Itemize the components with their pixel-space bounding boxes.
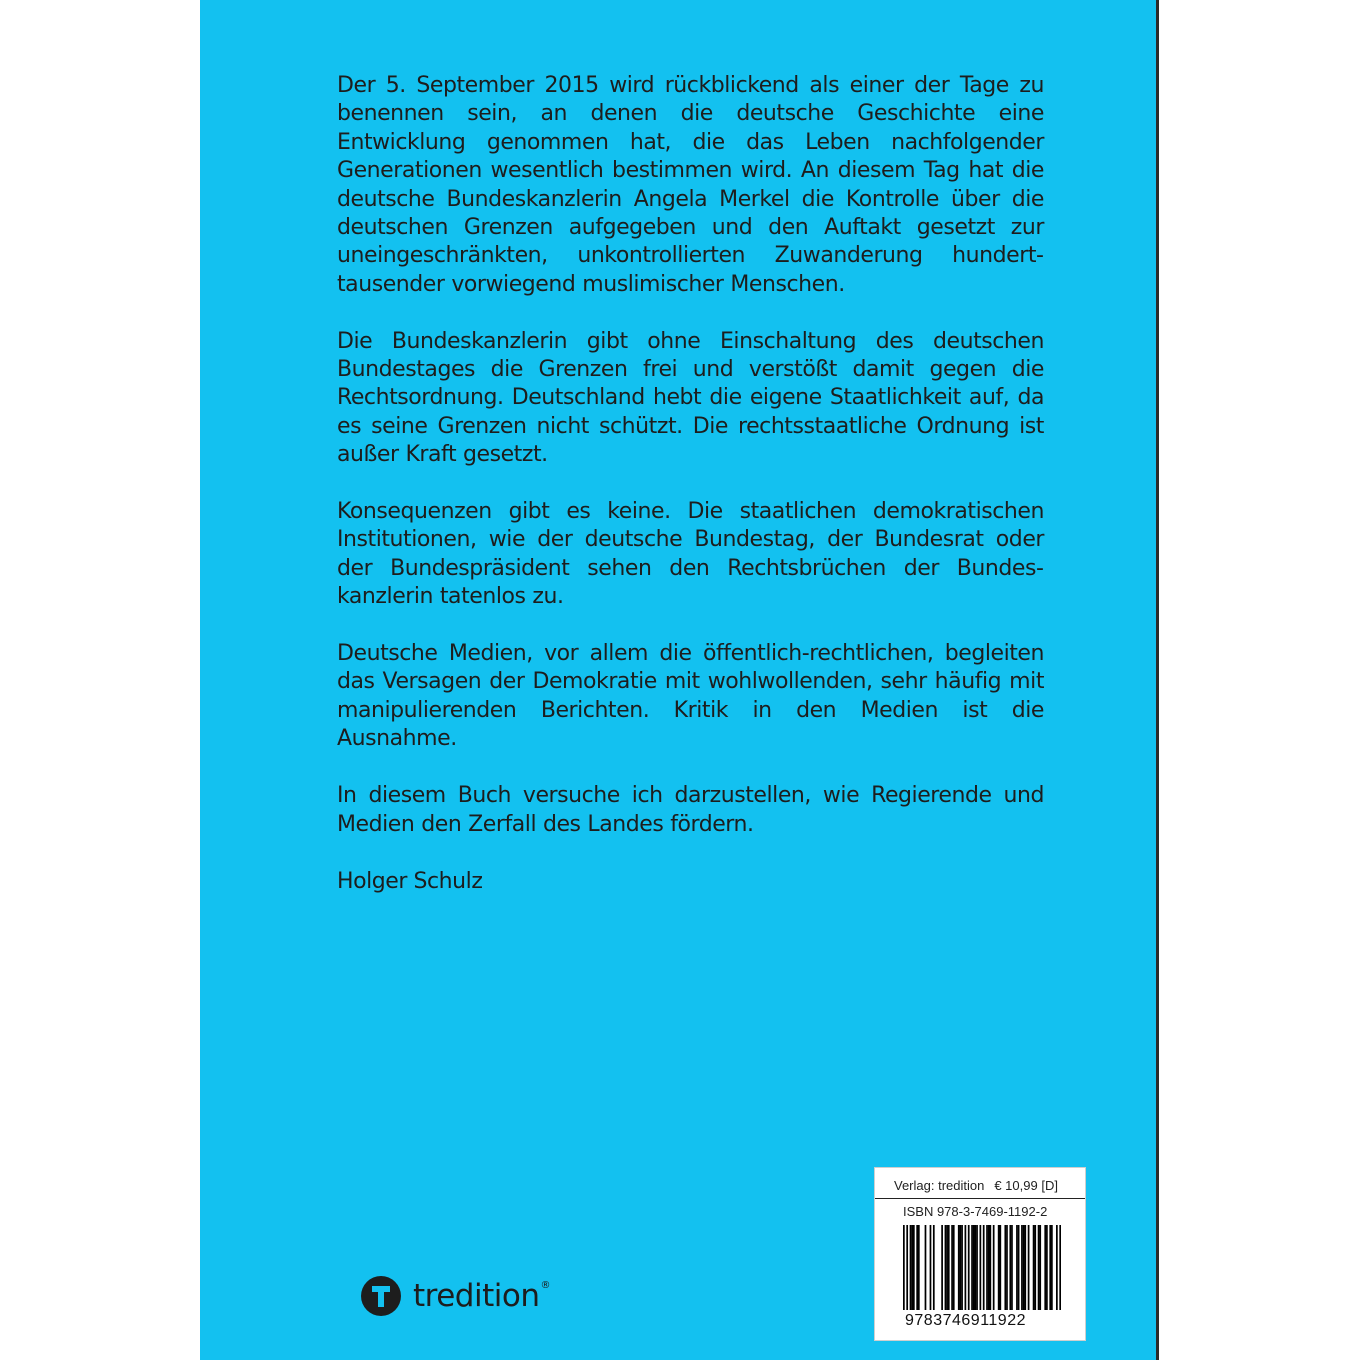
barcode-bar	[1028, 1225, 1030, 1310]
barcode-bar	[1038, 1225, 1040, 1310]
barcode-bar	[999, 1225, 1001, 1310]
barcode-bar	[1039, 1225, 1041, 1310]
barcode-bar	[989, 1225, 991, 1310]
barcode-bar	[986, 1225, 988, 1310]
barcode-bar	[1056, 1225, 1058, 1310]
barcode-bar	[960, 1225, 962, 1310]
blurb-paragraph-5: In diesem Buch versuche ich darzustellen, wie Regierende und Medien den Zerfall des Landes fördern.	[337, 783, 1044, 837]
barcode-bar	[910, 1225, 912, 1310]
barcode-bar	[916, 1225, 918, 1310]
spine-edge	[1156, 0, 1159, 1360]
barcode-bar	[948, 1225, 950, 1310]
price-label: € 10,99 [D]	[994, 1178, 1058, 1193]
barcode-bar	[945, 1225, 947, 1310]
barcode-bar	[946, 1225, 948, 1310]
barcode-bar	[1059, 1225, 1061, 1310]
barcode-bar	[1009, 1225, 1011, 1310]
barcode-bar	[951, 1225, 953, 1310]
barcode-bar	[958, 1225, 960, 1310]
barcode-bar	[933, 1225, 935, 1310]
barcode-bar	[911, 1225, 913, 1310]
barcode-bar	[1049, 1225, 1051, 1310]
publisher-price-line	[894, 1178, 1058, 1193]
barcode-bar	[965, 1225, 967, 1310]
barcode-bar	[1051, 1225, 1053, 1310]
barcode-bar	[993, 1225, 995, 1310]
barcode-bar	[980, 1225, 982, 1310]
barcode-digits: 9783746911922	[905, 1312, 1026, 1329]
barcode-label	[874, 1167, 1086, 1341]
barcode-bar	[906, 1225, 908, 1310]
isbn-label: ISBN 978-3-7469-1192-2	[903, 1204, 1048, 1219]
barcode-bar	[1011, 1225, 1013, 1310]
barcode-bar	[918, 1225, 920, 1310]
barcode-bar	[983, 1225, 985, 1310]
publisher-label: Verlag: tredition	[894, 1178, 985, 1193]
barcode-bar	[925, 1225, 927, 1310]
barcode-bar	[968, 1225, 970, 1310]
barcode-bar	[941, 1225, 943, 1310]
barcode-bar	[1016, 1225, 1018, 1310]
barcode-bar	[1021, 1225, 1023, 1310]
publisher-logo	[361, 1274, 550, 1318]
barcode-bar	[998, 1225, 1000, 1310]
barcode-bar	[976, 1225, 978, 1310]
barcode-bar	[1024, 1225, 1026, 1310]
barcode-bar	[973, 1225, 975, 1310]
blurb-paragraph-1: Der 5. September 2015 wird rückblickend als einer der Tage zu benennen sein, an denen die deutsche Geschichte eine Entwicklung genommen hat, die das Leben nachfolgender Generationen wesentlich bestimmen wird. An diesem Tag hat die deutsche Bundeskanzlerin Angela Merkel die Kontrolle über die deutschen Grenzen aufgegeben und den Auftakt gesetzt zur uneingeschränkten, unkontrollierten Zuwanderung hunderttausender vorwiegend muslimischer Menschen.	[337, 73, 1044, 297]
barcode-bar	[913, 1225, 915, 1310]
barcode-bar	[1046, 1225, 1048, 1310]
barcode-bar	[953, 1225, 955, 1310]
barcode-bar	[1044, 1225, 1046, 1310]
barcode-bar	[1034, 1225, 1036, 1310]
author-signature: Holger Schulz	[337, 869, 483, 894]
barcode-bar	[961, 1225, 963, 1310]
barcode-divider	[875, 1198, 1085, 1199]
barcode-bar	[1006, 1225, 1008, 1310]
barcode-bar	[1004, 1225, 1006, 1310]
barcode-bar	[903, 1225, 905, 1310]
publisher-name: tredition	[413, 1278, 540, 1314]
barcode-bars	[903, 1225, 1061, 1310]
registered-mark: ®	[540, 1280, 551, 1291]
blurb-text	[337, 72, 1044, 867]
blurb-paragraph-2: Die Bundeskanzlerin gibt ohne Einschaltung des deutschen Bundestages die Grenzen frei und verstößt damit gegen die Rechtsordnung. Deutschland hebt die eigene Staatlichkeit auf, da es seine Grenzen nicht schützt. Die rechtsstaatliche Ordnung ist außer Kraft gesetzt.	[337, 328, 1044, 468]
barcode-bar	[971, 1225, 973, 1310]
barcode-bar	[988, 1225, 990, 1310]
blurb-paragraph-4: Deutsche Medien, vor allem die öffentlich-rechtlichen, begleiten das Versagen der Demokratie mit wohlwollenden, sehr häufig mit manipulierenden Berichten. Kritik in den Medien ist die Ausnahme.	[337, 641, 1044, 752]
tredition-t-icon	[361, 1276, 401, 1316]
blurb-paragraph-3: Konsequenzen gibt es keine. Die staatlichen demokratischen Institutionen, wie der deutsche Bundestag, der Bundesrat oder der Bundespräsident sehen den Rechtsbrüchen der Bundeskanzlerin tatenlos zu.	[337, 499, 1044, 610]
barcode-bar	[1023, 1225, 1025, 1310]
barcode-bar	[1033, 1225, 1035, 1310]
barcode-bar	[975, 1225, 977, 1310]
barcode-bar	[930, 1225, 932, 1310]
barcode-bar	[1018, 1225, 1020, 1310]
